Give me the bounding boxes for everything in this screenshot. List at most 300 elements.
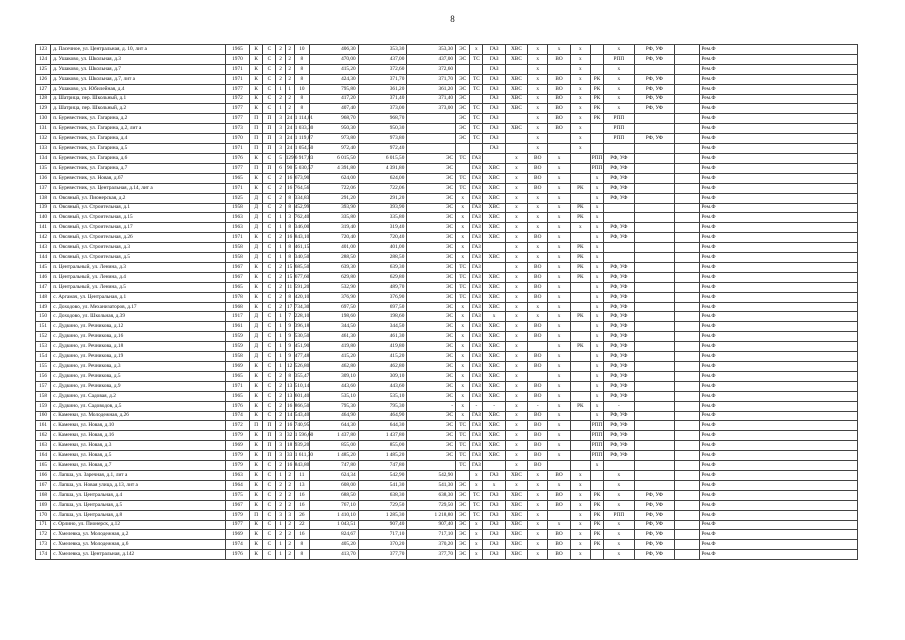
table-cell [675, 391, 699, 401]
table-cell [675, 94, 699, 104]
table-cell: РФ, УФ [634, 530, 675, 540]
table-cell: Рем.Ф [699, 74, 858, 84]
table-cell [675, 530, 699, 540]
table-cell: х [590, 302, 603, 312]
table-cell [407, 114, 456, 124]
table-cell: п. Овсяный, ул. Строительная, д.1 [51, 203, 226, 213]
table-cell: х [456, 401, 470, 411]
table-cell: п. Буревестник, ул. Гагарина, д.6 [51, 153, 226, 163]
table-cell: Рем.Ф [699, 223, 858, 233]
table-cell: ЭС [407, 282, 456, 292]
table-cell: 843,10 [294, 233, 309, 243]
table-cell: 629,80 [309, 272, 358, 282]
table-cell: 461,30 [309, 332, 358, 342]
table-cell [675, 64, 699, 74]
table-cell: ВО [528, 183, 548, 193]
table-cell: 452,99 [294, 203, 309, 213]
table-cell: 1 596,60 [294, 431, 309, 441]
table-cell [570, 193, 590, 203]
table-cell: 1976 [225, 401, 249, 411]
table-cell: С [263, 391, 276, 401]
table-cell: 1 [276, 540, 285, 550]
table-cell: д. Шатрица, пер. Школьный, д.2 [51, 104, 226, 114]
table-cell: х [570, 104, 590, 114]
table-cell [634, 391, 675, 401]
table-row [36, 332, 858, 342]
table-cell: 16 [285, 461, 294, 471]
table-cell: 1977 [225, 104, 249, 114]
table-cell: 2 [285, 550, 294, 560]
table-cell: 1 485,20 [309, 451, 358, 461]
table-cell: ГАЗ [483, 45, 505, 55]
table-cell: К [250, 520, 263, 530]
table-cell: х [505, 421, 527, 431]
table-cell [675, 134, 699, 144]
table-cell: К [250, 530, 263, 540]
table-cell: 8 [285, 371, 294, 381]
table-cell: 424,30 [309, 74, 358, 84]
table-cell: К [250, 45, 263, 55]
table-cell: С [263, 530, 276, 540]
table-cell: ВО [528, 431, 548, 441]
table-cell [634, 144, 675, 154]
table-cell: 1977 [225, 520, 249, 530]
table-cell: с. Дудкино, ул. Садоводов, д.5 [51, 401, 226, 411]
table-cell: К [250, 272, 263, 282]
table-cell: х [505, 312, 527, 322]
table-cell: Рем.Ф [699, 352, 858, 362]
table-cell: ГАЗ [470, 243, 483, 253]
table-cell: ЭС [456, 510, 470, 520]
table-row [36, 371, 858, 381]
table-cell: 843,80 [294, 461, 309, 471]
table-cell: ГАЗ [470, 332, 483, 342]
table-cell: РФ, УФ [604, 362, 634, 372]
table-cell: х [548, 362, 570, 372]
table-cell: ГАЗ [483, 114, 505, 124]
table-cell: ЭС [456, 74, 470, 84]
table-cell: ХВС [505, 550, 527, 560]
table-cell: С [263, 411, 276, 421]
table-cell: К [250, 540, 263, 550]
table-cell: ЭС [456, 540, 470, 550]
table-cell: 3 [276, 124, 285, 134]
table-cell [634, 114, 675, 124]
table-cell: 150 [36, 312, 51, 322]
table-row [36, 94, 858, 104]
table-cell [675, 173, 699, 183]
table-cell: ТС [456, 272, 470, 282]
table-cell: РФ, УФ [604, 282, 634, 292]
table-cell: ТС [456, 461, 470, 471]
table-cell: П [250, 114, 263, 124]
table-cell: 2 [276, 292, 285, 302]
table-cell: ГАЗ [470, 233, 483, 243]
table-cell: 11 [294, 470, 309, 480]
table-cell: ТС [456, 441, 470, 451]
table-cell [634, 441, 675, 451]
table-cell: 8 [294, 54, 309, 64]
table-cell: х [456, 302, 470, 312]
table-cell [675, 243, 699, 253]
table-cell: 355,47 [294, 371, 309, 381]
table-cell: х [604, 104, 634, 114]
table-cell: К [250, 183, 263, 193]
table-cell: Д [250, 193, 263, 203]
table-cell: РК [570, 312, 590, 322]
table-cell: П [263, 431, 276, 441]
table-cell [675, 163, 699, 173]
table-cell: х [604, 500, 634, 510]
table-cell: п. Буревестник, ул. Гагарина, д.2, лит а [51, 124, 226, 134]
table-cell: РК [590, 520, 603, 530]
table-cell: х [570, 530, 590, 540]
table-cell: 437,00 [358, 54, 407, 64]
table-cell: 950,30 [309, 124, 358, 134]
table-cell: ЭС [407, 342, 456, 352]
table-cell: 9 [285, 322, 294, 332]
table-cell: 443,60 [358, 381, 407, 391]
table-cell: 1 [276, 470, 285, 480]
table-cell: ВО [548, 124, 570, 134]
table-cell: 130 [36, 114, 51, 124]
table-cell: ВО [528, 153, 548, 163]
table-cell: х [548, 253, 570, 263]
table-cell: 9 [285, 342, 294, 352]
table-cell: 1965 [225, 391, 249, 401]
table-cell: 198,60 [309, 312, 358, 322]
table-cell: ТС [470, 114, 483, 124]
table-cell: с. Каменки, ул. Новая, д.5 [51, 451, 226, 461]
table-row [36, 54, 858, 64]
table-cell: х [505, 153, 527, 163]
table-cell: с. Дудкино, ул. Речникова, д.5 [51, 371, 226, 381]
table-cell: РФ, УФ [634, 104, 675, 114]
table-cell: ЭС [407, 391, 456, 401]
table-cell: РФ, УФ [634, 54, 675, 64]
table-cell: с. Хмелевка, ул. Молодежная, д.6 [51, 540, 226, 550]
table-cell: х [604, 530, 634, 540]
table-cell: ХВС [483, 441, 505, 451]
table-cell [570, 391, 590, 401]
table-cell: РФ, УФ [634, 550, 675, 560]
table-cell: 160 [36, 411, 51, 421]
table-cell: С [263, 262, 276, 272]
table-cell: 415,20 [309, 352, 358, 362]
table-cell: х [528, 193, 548, 203]
table-cell: С [263, 213, 276, 223]
table-cell: х [548, 322, 570, 332]
table-cell: х [528, 74, 548, 84]
table-cell: 8 [294, 74, 309, 84]
table-row [36, 104, 858, 114]
table-cell: К [250, 74, 263, 84]
table-cell: 3 [276, 441, 285, 451]
table-cell: ХВС [483, 362, 505, 372]
table-cell: 542,90 [358, 470, 407, 480]
table-row [36, 342, 858, 352]
table-cell: 3 [276, 134, 285, 144]
table-cell: ЭС [407, 451, 456, 461]
table-cell [470, 94, 483, 104]
table-cell: ВО [528, 391, 548, 401]
table-cell: х [590, 193, 603, 203]
table-cell: 131 [36, 124, 51, 134]
table-cell: 1969 [225, 441, 249, 451]
table-row [36, 441, 858, 451]
table-cell: 137 [36, 183, 51, 193]
table-cell: х [590, 213, 603, 223]
table-row [36, 213, 858, 223]
table-cell: 939,20 [294, 441, 309, 451]
table-cell: 3 [276, 114, 285, 124]
table-cell: Рем.Ф [699, 530, 858, 540]
table-cell: 1970 [225, 54, 249, 64]
table-cell: 1969 [225, 362, 249, 372]
table-cell: х [505, 193, 527, 203]
table-cell: д. Ушаково, ул. Школьная, д.7 [51, 64, 226, 74]
table-cell: п. Буревестник, ул. Центральная, д.14, лит а [51, 183, 226, 193]
table-cell [634, 352, 675, 362]
table-cell: 377,70 [358, 550, 407, 560]
table-cell: 319,40 [358, 223, 407, 233]
table-cell: П [263, 124, 276, 134]
table-cell: 172 [36, 530, 51, 540]
table-cell: - [483, 401, 505, 411]
table-cell: К [250, 362, 263, 372]
table-cell: 377,70 [407, 550, 456, 560]
table-cell: ХВС [505, 104, 527, 114]
table-cell: 2 [276, 461, 285, 471]
table-cell: ЭС [456, 490, 470, 500]
table-cell: 15 [285, 262, 294, 272]
table-cell: 162 [36, 431, 51, 441]
table-cell: Рем.Ф [699, 550, 858, 560]
table-cell: ЭС [456, 480, 470, 490]
table-cell: 139 [36, 203, 51, 213]
table-cell: С [263, 74, 276, 84]
table-cell: 1 [276, 342, 285, 352]
table-cell: 4 391,80 [358, 163, 407, 173]
table-cell: ГАЗ [470, 163, 483, 173]
table-cell: 158 [36, 391, 51, 401]
table-cell [570, 282, 590, 292]
table-cell [675, 510, 699, 520]
table-cell: ТС [456, 262, 470, 272]
table-cell: ХВС [483, 253, 505, 263]
table-cell: с. Орлино, ул. Пионерск, д.12 [51, 520, 226, 530]
table-cell [570, 371, 590, 381]
table-cell: ТС [456, 421, 470, 431]
table-cell: ХВС [483, 322, 505, 332]
table-cell [634, 163, 675, 173]
table-cell: С [263, 332, 276, 342]
table-cell: 639,30 [309, 262, 358, 272]
table-cell: Рем.Ф [699, 114, 858, 124]
table-cell [675, 352, 699, 362]
table-cell: 1979 [225, 510, 249, 520]
table-cell: п. Овсяный, ул. Пионерская, д.2 [51, 193, 226, 203]
table-cell [590, 124, 603, 134]
table-cell: ЭС [407, 203, 456, 213]
table-cell: 591,20 [294, 282, 309, 292]
table-cell: Д [250, 342, 263, 352]
table-cell [675, 104, 699, 114]
page-number: 8 [450, 14, 455, 24]
table-cell: 2 [285, 530, 294, 540]
table-cell: ЭС [407, 441, 456, 451]
table-cell: 361,20 [358, 84, 407, 94]
table-cell: д. Ушаково, ул. Школьная, д.7, лит а [51, 74, 226, 84]
table-cell: 335,80 [309, 213, 358, 223]
table-cell: 462,80 [309, 362, 358, 372]
table-cell: 1 [276, 104, 285, 114]
table-cell: ХВС [483, 233, 505, 243]
table-cell [675, 421, 699, 431]
table-cell: ЭС [407, 411, 456, 421]
table-cell: 6 [276, 163, 285, 173]
table-cell: 2 [285, 54, 294, 64]
table-cell: 526,80 [294, 362, 309, 372]
table-cell: К [250, 470, 263, 480]
table-cell: Рем.Ф [699, 431, 858, 441]
table-cell: х [505, 362, 527, 372]
table-cell: 6 917,83 [294, 153, 309, 163]
table-cell: К [250, 480, 263, 490]
table-cell: х [528, 54, 548, 64]
table-cell: 405,20 [309, 540, 358, 550]
table-cell: с. Каменки, ул. Новая, д.10 [51, 421, 226, 431]
table-cell: 1 437,80 [309, 431, 358, 441]
table-cell: К [250, 461, 263, 471]
table-cell: К [250, 153, 263, 163]
table-cell: ХВС [483, 282, 505, 292]
table-cell: РК [570, 262, 590, 272]
table-cell: 973,80 [358, 134, 407, 144]
table-cell [505, 134, 527, 144]
table-cell: ЭС [456, 520, 470, 530]
table-cell: ЭС [456, 550, 470, 560]
table-cell: 8 [285, 243, 294, 253]
table-cell: РПП [604, 124, 634, 134]
table-row [36, 381, 858, 391]
table-cell: 2 [276, 391, 285, 401]
table-cell: ГАЗ [483, 64, 505, 74]
table-cell: х [590, 342, 603, 352]
table-cell: 12 [285, 362, 294, 372]
table-cell [570, 292, 590, 302]
table-cell [675, 292, 699, 302]
table-cell: ЭС [456, 124, 470, 134]
table-cell: ГАЗ [483, 470, 505, 480]
table-cell: ХВС [505, 470, 527, 480]
table-cell: 148 [36, 292, 51, 302]
table-cell: Рем.Ф [699, 203, 858, 213]
table-cell: С [263, 104, 276, 114]
table-cell: 639,30 [358, 262, 407, 272]
table-cell: 1974 [225, 411, 249, 421]
table-cell: ХВС [505, 490, 527, 500]
table-cell: 9 [285, 352, 294, 362]
table-cell: П [250, 163, 263, 173]
table-cell: х [570, 94, 590, 104]
table-cell: РФ, УФ [604, 352, 634, 362]
table-cell: 16 [285, 173, 294, 183]
table-cell: ГАЗ [470, 153, 483, 163]
table-cell: х [456, 352, 470, 362]
table-cell: х [505, 332, 527, 342]
table-cell [675, 54, 699, 64]
table-cell [675, 451, 699, 461]
table-cell [590, 64, 603, 74]
table-cell: х [528, 550, 548, 560]
table-cell: х [570, 510, 590, 520]
table-cell: С [263, 233, 276, 243]
table-cell: 16 [285, 183, 294, 193]
table-cell: РФ, УФ [634, 540, 675, 550]
table-cell: х [548, 332, 570, 342]
table-cell: ГАЗ [470, 362, 483, 372]
table-cell: х [456, 371, 470, 381]
table-cell: х [604, 64, 634, 74]
table-cell: ХВС [483, 411, 505, 421]
table-cell [634, 411, 675, 421]
table-cell: х [548, 233, 570, 243]
table-cell: 2 [285, 500, 294, 510]
table-cell [483, 243, 505, 253]
table-cell: 2 [276, 193, 285, 203]
table-cell [407, 124, 456, 134]
table-cell: ХВС [483, 451, 505, 461]
table-row [36, 193, 858, 203]
table-cell: РПП [590, 153, 603, 163]
table-cell [590, 480, 603, 490]
table-cell: РК [570, 253, 590, 263]
table-cell: ХВС [505, 530, 527, 540]
table-cell: 1 [276, 362, 285, 372]
table-cell: х [570, 144, 590, 154]
table-cell: х [528, 470, 548, 480]
table-cell: 1965 [225, 371, 249, 381]
table-cell: Рем.Ф [699, 292, 858, 302]
table-cell: х [505, 183, 527, 193]
table-cell: ВО [548, 114, 570, 124]
table-cell: 129 [285, 153, 294, 163]
table-cell [675, 322, 699, 332]
table-cell: РФ, УФ [604, 391, 634, 401]
table-body [36, 45, 858, 560]
table-cell: х [528, 253, 548, 263]
table-cell: х [528, 104, 548, 114]
table-cell [634, 451, 675, 461]
table-cell: С [263, 312, 276, 322]
table-cell: х [548, 352, 570, 362]
table-cell: К [250, 431, 263, 441]
table-cell [590, 45, 603, 55]
table-cell: РПП [590, 441, 603, 451]
table-cell: х [456, 391, 470, 401]
table-cell: х [590, 262, 603, 272]
table-cell: К [250, 302, 263, 312]
table-row [36, 223, 858, 233]
table-cell: Рем.Ф [699, 144, 858, 154]
table-cell: 629,80 [358, 272, 407, 282]
table-cell: 13 [285, 391, 294, 401]
table-cell: Рем.Ф [699, 213, 858, 223]
table-cell [634, 243, 675, 253]
table-cell: ВО [528, 381, 548, 391]
table-cell: 153 [36, 342, 51, 352]
